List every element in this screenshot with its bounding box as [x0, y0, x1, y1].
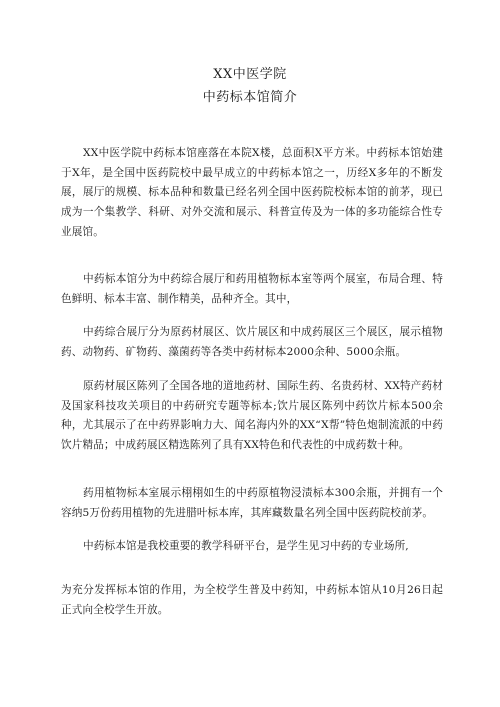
paragraph-teaching-platform: 中药标本馆是我校重要的教学科研平台，是学生见习中药的专业场所, [83, 540, 409, 552]
paragraph-layout: 中药标本馆分为中药综合展厅和药用植物标本室等两个展室，布局合理、特色鲜明、标本丰富、制作精美，品种齐全。其中， [61, 273, 443, 305]
paragraph-exhibition-hall: 中药综合展厅分为原药材展区、饮片展区和中成药展区三个展区，展示植物药、动物药、矿物药、藻菌药等各类中药材标本2000余种、5000余瓶。 [61, 326, 443, 358]
paragraph-plant-specimen-room: 药用植物标本室展示栩栩如生的中药原植物浸渍标本300余瓶，并拥有一个容纳5万份药用植物的先进腊叶标本库，其库藏数量名列全国中医药院校前茅。 [61, 487, 443, 519]
paragraph-opening-notice: 为充分发挥标本馆的作用，为全校学生普及中药知，中药标本馆从10月26日起正式向全校学生开放。 [61, 584, 443, 616]
document-title-institution: XX中医学院 [213, 67, 287, 82]
paragraph-intro: XX中医学院中药标本馆座落在本院X楼，总面积X平方米。中药标本馆始建于X年，是全国中医药院校中最早成立的中药标本馆之一，历经X多年的不断发展，展厅的规模、标本品种和数量已经名列全国中医药院校标本馆的前茅，现已成为一个集教学、科研、对外交流和展示、科普宣传及为一体的多功能综合性专业展馆。 [61, 147, 443, 238]
document-title-main: 中药标本馆简介 [202, 90, 298, 105]
paragraph-exhibit-areas: 原药材展区陈列了全国各地的道地药材、国际生药、名贵药材、XX特产药材及国家科技攻关项目的中药研究专题等标本;饮片展区陈列中药饮片标本500余种，尤其展示了在中药界影响力大、闻名海内外的XX“X帮”特色炮制流派的中药饮片精品；中成药展区精选陈列了具有XX特色和代表性的中成药数十种。 [61, 380, 443, 452]
